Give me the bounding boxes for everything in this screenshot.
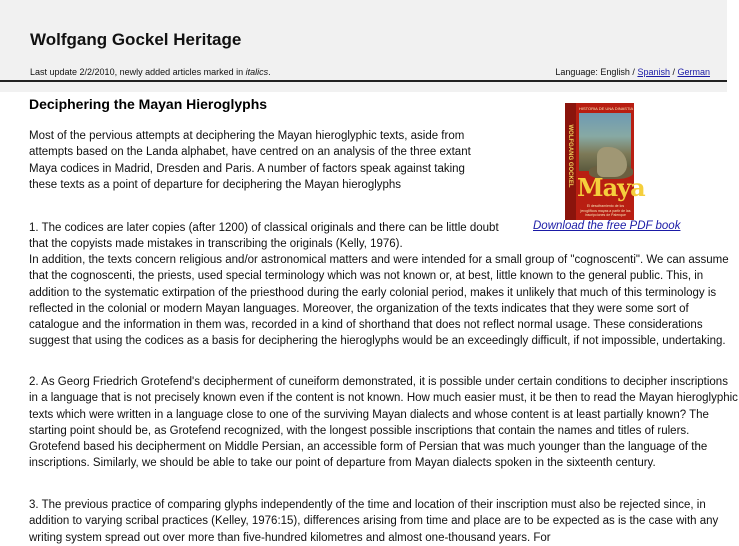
language-selector (555, 67, 710, 77)
book-top-text: HISTORIA DE UNA DINASTIA (579, 106, 634, 111)
download-pdf-link[interactable]: Download the free PDF book (533, 220, 681, 232)
book-cover-image[interactable] (565, 103, 645, 220)
point1-start: 1. The codices are later copies (after 1200) of classical originals and there can be little doubt that the copyists made mistakes in transcribing the originals (Kelly, 1976). (29, 222, 499, 251)
point3-paragraph: 3. The previous practice of comparing glyphs independently of the time and location of their inscription must also be rejected since, in addition to varying scribal practices (Kelley, 1976:15), differences arising from time and place are to be expected as is the case with any writing system spread out over more than five-hundred kilometres and almost one-thousand years. For (29, 499, 719, 544)
update-suffix: . (268, 67, 271, 77)
article-title: Deciphering the Mayan Hieroglyphs (29, 96, 268, 112)
article-content (8, 92, 738, 545)
last-update-note (30, 67, 271, 77)
update-prefix: Last update 2/2/2010, newly added articles marked in (30, 67, 246, 77)
language-link-spanish[interactable]: Spanish (637, 67, 670, 77)
book-spine (565, 103, 576, 220)
point2-paragraph: 2. As Georg Friedrich Grotefend's decipherment of cuneiform demonstrated, it is possible under certain conditions to decipher inscriptions in a language that is not precisely known even if the content is not known. How much easier must, it be then to read the Mayan hieroglyphic texts which were written in a language close to one of the surviving Mayan dialects and whose content is at least partially known? The starting point should be, as Grotefend recognized, with the longest possible inscriptions that contain the names and titles of rulers. Grotefend based his decipherment on Middle Persian, an accessible form of Persian that was much younger than the language of the inscriptions. Similarly, we should be able to take our point of departure from Mayan dialects spoken in the sixteenth century. (29, 376, 738, 470)
point1-rest: In addition, the texts concern religious and/or astronomical matters and were intended for a small group of "cognoscenti". We can assume that the cognoscenti, the priests, used special terminology which was not known or, at best, little known to the general public. This, in addition to the systematic extirpation of the priesthood during the early colonial period, makes it unlikely that much of this terminology is reflected in the colonial or modern Mayan languages. Moreover, the organization of the texts indicates that they were some sort of catalogue and the information in them was, recorded in a kind of shorthand that does not reflect normal usage. These considerations suggest that using the codices as a basis for deciphering the hieroglyphs would be an exceedingly difficult, if not impossible, undertaking. (29, 254, 729, 348)
header-divider (0, 80, 727, 82)
language-link-german[interactable]: German (677, 67, 710, 77)
language-prefix: Language: English / (555, 67, 638, 77)
update-italic-word: italics (245, 67, 269, 77)
site-title: Wolfgang Gockel Heritage (30, 30, 242, 49)
book-cover-title: Maya (577, 173, 645, 202)
book-cover-photo (579, 113, 631, 171)
book-cover-subtitle: El desciframiento de los jeroglificos mayas a partir de las inscripciones de Palenque (580, 204, 631, 217)
language-separator: / (669, 67, 678, 77)
book-spine-author: WOLFGANG GOCKEL (567, 124, 573, 188)
intro-paragraph: Most of the pervious attempts at deciphering the Mayan hieroglyphic texts, aside from attempts based on the Landa alphabet, have centred on an analysis of the three extant Maya codices in Madrid, Dresden and Paris. A number of factors speak against taking these texts as a point of departure for deciphering the Mayan hieroglyphs (29, 130, 471, 191)
